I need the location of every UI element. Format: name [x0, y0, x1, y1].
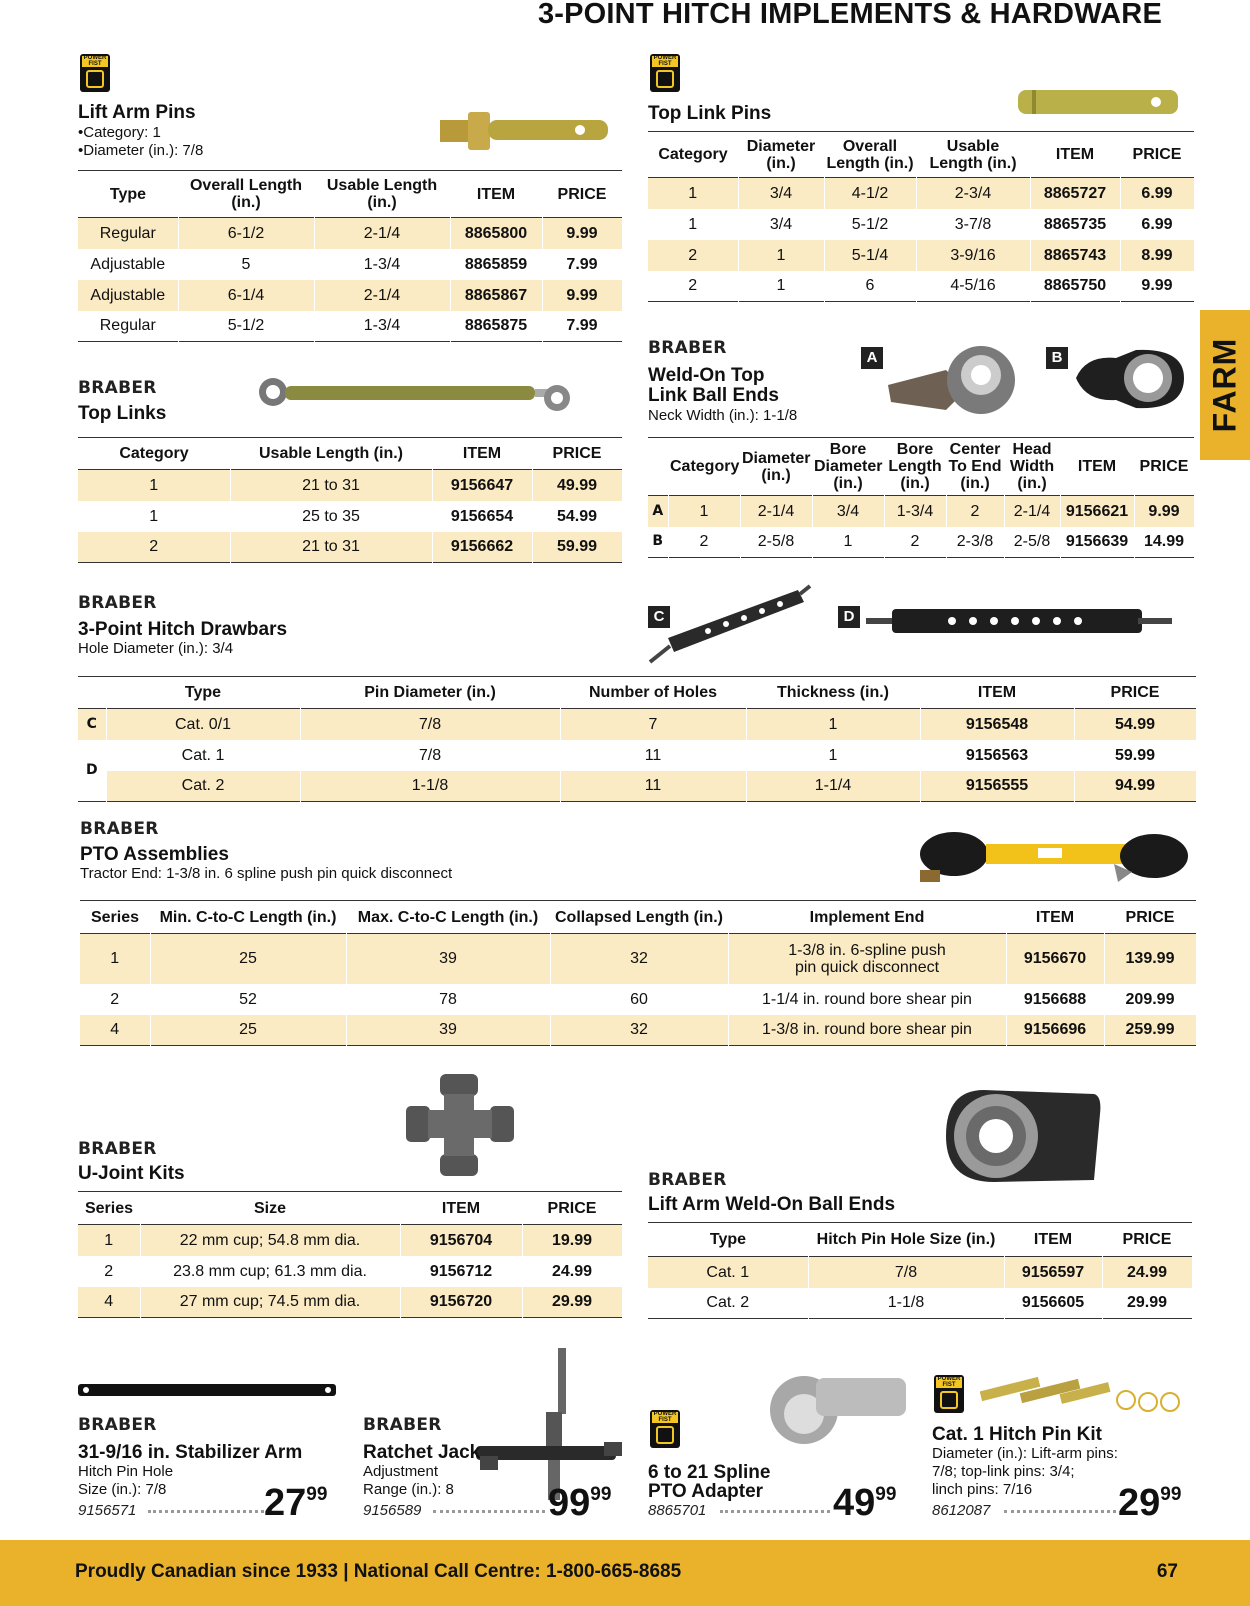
item-number: 9156555	[920, 771, 1074, 802]
pto-adapter-title-2: PTO Adapter	[648, 1481, 764, 1502]
price-cents: 99	[875, 1484, 897, 1505]
table-cell: 2	[946, 496, 1004, 527]
table-row	[78, 280, 622, 311]
table-cell: 2-1/4	[314, 218, 450, 249]
weld-on-ball-ends-table	[648, 437, 1195, 558]
dot-leader	[720, 1510, 830, 1513]
item-number: 9156712	[400, 1256, 522, 1287]
lift-arm-pins-table	[78, 170, 623, 342]
label-tag-d: D	[838, 606, 860, 628]
lift-arm-pin-image	[440, 108, 612, 158]
table-cell: Regular	[78, 218, 178, 249]
table-row	[78, 1256, 622, 1287]
table-cell: 2	[78, 1256, 140, 1287]
ratchet-jack-detail-1: Adjustment	[363, 1463, 439, 1480]
drawbar-d-image	[866, 606, 1174, 638]
item-number: 9156670	[1006, 934, 1104, 984]
price: 59.99	[532, 532, 622, 563]
table-cell: 2-5/8	[740, 527, 812, 558]
table-cell: 1	[738, 271, 824, 302]
col-header: PRICE	[1132, 146, 1182, 163]
table-cell: 1-1/8	[808, 1288, 1004, 1319]
table-cell: 39	[346, 1015, 550, 1046]
weld-on-ball-ends-subtitle: Neck Width (in.): 1-1/8	[648, 407, 798, 424]
price-cents: 99	[590, 1484, 612, 1505]
col-header: Center To End (in.)	[948, 441, 1002, 492]
table-cell: Cat. 1	[648, 1257, 808, 1288]
farm-section-tab[interactable]	[1200, 310, 1250, 460]
col-header: Series	[90, 908, 140, 926]
col-header: Overall Length (in.)	[189, 177, 303, 211]
ball-end-a-image	[886, 340, 1031, 420]
table-row	[78, 311, 622, 342]
col-header: ITEM	[441, 1199, 481, 1217]
col-header: Type	[709, 1231, 747, 1248]
item-number: 8865743	[1030, 240, 1120, 271]
price: 7.99	[542, 311, 622, 342]
table-cell: 2	[80, 984, 150, 1015]
item-number: 8865800	[450, 218, 542, 249]
braber-logo: BRABER	[78, 1139, 157, 1159]
table-cell: 2	[648, 271, 738, 302]
item-number: 9156548	[920, 709, 1074, 740]
table-row	[78, 501, 622, 532]
table-row	[78, 470, 622, 501]
drawbars-title: 3-Point Hitch Drawbars	[78, 619, 288, 640]
table-cell: 2-1/4	[314, 280, 450, 311]
hitch-pin-kit-price	[1118, 1484, 1181, 1529]
table-row	[648, 1288, 1192, 1319]
price: 59.99	[1074, 740, 1196, 771]
table-cell: 2-5/8	[1004, 527, 1060, 558]
table-row	[80, 984, 1196, 1015]
table-cell: 5-1/2	[178, 311, 314, 342]
ratchet-jack-price	[548, 1484, 611, 1529]
item-number: 8865867	[450, 280, 542, 311]
top-links-title: Top Links	[78, 403, 167, 424]
table-cell: 27 mm cup; 74.5 mm dia.	[140, 1287, 400, 1318]
col-header: PRICE	[1125, 908, 1175, 926]
col-header: ITEM	[1055, 146, 1095, 163]
lift-arm-ball-ends-title: Lift Arm Weld-On Ball Ends	[648, 1194, 896, 1215]
price: 9.99	[1120, 271, 1194, 302]
ratchet-jack-item-number: 9156589	[363, 1502, 422, 1519]
table-cell: 3/4	[812, 496, 884, 527]
price: 54.99	[1074, 709, 1196, 740]
table-cell: 1	[648, 209, 738, 240]
table-cell: 1-3/8 in. 6-spline push pin quick disconnect	[728, 934, 1006, 984]
table-cell: 1-1/8	[300, 771, 560, 802]
item-number: 9156688	[1006, 984, 1104, 1015]
table-cell: 21 to 31	[230, 532, 432, 563]
pto-shaft-image	[918, 824, 1194, 890]
table-cell: 1	[738, 240, 824, 271]
hitch-pin-kit-title: Cat. 1 Hitch Pin Kit	[932, 1424, 1102, 1445]
table-cell: 4	[80, 1015, 150, 1046]
table-cell: 7	[560, 709, 746, 740]
hitch-pin-kit-item-number: 8612087	[932, 1502, 991, 1519]
col-header: PRICE	[557, 185, 607, 203]
col-header: ITEM	[1033, 1231, 1073, 1248]
col-header: Category	[670, 458, 740, 475]
power-fist-logo-text: POWER FIST	[653, 1411, 677, 1423]
footer-contact: Proudly Canadian since 1933 | National Call Centre: 1-800-665-8685	[75, 1561, 682, 1582]
table-cell: 1-3/4	[314, 249, 450, 280]
ujoint-table	[78, 1191, 623, 1318]
table-cell: 1-1/4 in. round bore shear pin	[728, 984, 1006, 1015]
row-letter: C	[78, 709, 106, 740]
top-link-pins-title: Top Link Pins	[648, 103, 772, 124]
col-header: Head Width (in.)	[1009, 441, 1055, 492]
table-row	[78, 709, 1196, 740]
top-links-table	[78, 437, 623, 563]
label-tag-a: A	[861, 347, 883, 369]
col-header: Diameter (in.)	[746, 137, 816, 172]
item-number: 9156639	[1060, 527, 1134, 558]
price-dollars: 49	[833, 1482, 876, 1524]
table-cell: 3-9/16	[916, 240, 1030, 271]
item-number: 8865750	[1030, 271, 1120, 302]
table-cell: 52	[150, 984, 346, 1015]
braber-logo: BRABER	[648, 338, 727, 358]
table-cell: 1	[78, 1225, 140, 1256]
power-fist-logo-text: POWER FIST	[83, 55, 107, 67]
table-row	[648, 527, 1194, 558]
table-cell: 5-1/4	[824, 240, 916, 271]
table-cell: 1-3/4	[314, 311, 450, 342]
table-cell: 2	[78, 532, 230, 563]
power-fist-logo-text: POWER FIST	[653, 55, 677, 67]
table-cell: 4-1/2	[824, 178, 916, 209]
table-cell: 1	[78, 470, 230, 501]
hitch-pin-kit-image	[980, 1360, 1190, 1420]
table-cell: 6-1/4	[178, 280, 314, 311]
dot-leader	[1004, 1510, 1116, 1513]
table-cell: 2-1/4	[1004, 496, 1060, 527]
hitch-pin-kit-detail-3: linch pins: 7/16	[932, 1481, 1033, 1498]
braber-logo: BRABER	[78, 593, 157, 613]
power-fist-logo	[650, 54, 680, 92]
lift-arm-pins-title: Lift Arm Pins	[78, 102, 196, 123]
col-header: Usable Length (in.)	[259, 445, 403, 462]
table-row	[648, 240, 1194, 271]
table-cell: 1	[648, 178, 738, 209]
item-number: 9156704	[400, 1225, 522, 1256]
table-cell: 1	[78, 501, 230, 532]
hitch-pin-kit-detail-2: 7/8; top-link pins: 3/4;	[932, 1463, 1075, 1480]
table-cell: 6-1/2	[178, 218, 314, 249]
col-header: ITEM	[977, 684, 1017, 701]
price: 24.99	[1102, 1257, 1192, 1288]
table-cell: 2	[668, 527, 740, 558]
braber-logo: BRABER	[648, 1170, 727, 1190]
price: 6.99	[1120, 178, 1194, 209]
col-header: PRICE	[1122, 1231, 1172, 1248]
price: 9.99	[542, 218, 622, 249]
col-header: Pin Diameter (in.)	[364, 684, 496, 701]
drawbar-c-image	[648, 578, 812, 670]
table-cell: 78	[346, 984, 550, 1015]
table-cell: 1-3/4	[884, 496, 946, 527]
table-cell: 11	[560, 771, 746, 802]
col-header: Diameter (in.)	[742, 449, 811, 484]
weld-on-ball-ends-title-1: Weld-On Top	[648, 365, 765, 386]
top-link-pin-image	[1018, 86, 1182, 118]
item-number: 9156597	[1004, 1257, 1102, 1288]
pto-adapter-image	[766, 1366, 912, 1448]
col-header: PRICE	[1110, 684, 1160, 701]
table-row	[648, 1257, 1192, 1288]
top-link-image	[255, 374, 575, 420]
col-header: Usable Length (in.)	[929, 137, 1017, 172]
table-cell: 60	[550, 984, 728, 1015]
table-cell: Regular	[78, 311, 178, 342]
table-cell: 4-5/16	[916, 271, 1030, 302]
col-header: PRICE	[547, 1199, 597, 1217]
stabilizer-arm-title: 31-9/16 in. Stabilizer Arm	[78, 1442, 303, 1463]
row-letter: B	[648, 527, 668, 558]
table-cell: 1	[812, 527, 884, 558]
ratchet-jack-title: Ratchet Jack	[363, 1442, 481, 1463]
table-cell: Cat. 0/1	[106, 709, 300, 740]
power-fist-logo	[80, 54, 110, 92]
price: 9.99	[1134, 496, 1194, 527]
table-cell: 6	[824, 271, 916, 302]
item-number: 8865875	[450, 311, 542, 342]
price: 94.99	[1074, 771, 1196, 802]
table-cell: 7/8	[808, 1257, 1004, 1288]
stabilizer-arm-detail-1: Hitch Pin Hole	[78, 1463, 174, 1480]
farm-tab-label: FARM	[1206, 337, 1243, 433]
col-header: Type	[109, 185, 147, 203]
col-header: ITEM	[476, 185, 516, 203]
table-cell: 2-1/4	[740, 496, 812, 527]
table-row	[78, 249, 622, 280]
page-title: 3-POINT HITCH IMPLEMENTS & HARDWARE	[537, 0, 1162, 30]
table-cell: 25	[150, 1015, 346, 1046]
table-cell: 32	[550, 934, 728, 984]
table-cell: 2-3/8	[946, 527, 1004, 558]
pto-adapter-title-1: 6 to 21 Spline	[648, 1462, 771, 1483]
item-number: 9156696	[1006, 1015, 1104, 1046]
table-row	[80, 934, 1196, 984]
price: 24.99	[522, 1256, 622, 1287]
item-number: 8865859	[450, 249, 542, 280]
dot-leader	[433, 1510, 545, 1513]
ujoint-title: U-Joint Kits	[78, 1163, 185, 1184]
table-cell: 1	[668, 496, 740, 527]
item-number: 9156621	[1060, 496, 1134, 527]
table-row	[78, 532, 622, 563]
table-cell: 7/8	[300, 740, 560, 771]
lift-arm-ball-end-image	[944, 1084, 1104, 1186]
lift-arm-ball-ends-table	[648, 1222, 1193, 1319]
power-fist-logo	[934, 1375, 964, 1413]
table-cell: Cat. 1	[106, 740, 300, 771]
price: 29.99	[522, 1287, 622, 1318]
price-dollars: 27	[264, 1482, 307, 1524]
table-cell: 2-3/4	[916, 178, 1030, 209]
col-header: Size	[253, 1199, 286, 1217]
table-cell: 1-3/8 in. round bore shear pin	[728, 1015, 1006, 1046]
table-cell: 2	[648, 240, 738, 271]
dot-leader	[148, 1510, 264, 1513]
power-fist-logo	[650, 1410, 680, 1448]
col-header: Category	[119, 445, 189, 462]
table-cell: 5-1/2	[824, 209, 916, 240]
table-cell: Cat. 2	[106, 771, 300, 802]
price-dollars: 99	[548, 1482, 591, 1524]
price: 209.99	[1104, 984, 1196, 1015]
price: 259.99	[1104, 1015, 1196, 1046]
table-row	[80, 1015, 1196, 1046]
table-cell: 1	[746, 740, 920, 771]
col-header: Max. C-to-C Length (in.)	[357, 908, 539, 926]
col-header: Number of Holes	[588, 684, 717, 701]
table-row	[78, 740, 1196, 771]
table-cell: 4	[78, 1287, 140, 1318]
table-row	[78, 771, 1196, 802]
price: 54.99	[532, 501, 622, 532]
price: 139.99	[1104, 934, 1196, 984]
item-number: 9156563	[920, 740, 1074, 771]
pto-subtitle: Tractor End: 1-3/8 in. 6 spline push pin quick disconnect	[80, 865, 453, 882]
row-letter: A	[648, 496, 668, 527]
stabilizer-arm-detail-2: Size (in.): 7/8	[78, 1481, 167, 1498]
table-cell: 23.8 mm cup; 61.3 mm dia.	[140, 1256, 400, 1287]
col-header: Type	[184, 684, 222, 701]
col-header: Category	[658, 146, 728, 163]
table-cell: 39	[346, 934, 550, 984]
label-tag-b: B	[1046, 347, 1068, 369]
price-cents: 99	[1160, 1484, 1182, 1505]
page-number: 67	[1156, 1561, 1178, 1582]
col-header: ITEM	[1077, 458, 1117, 475]
pto-adapter-price	[833, 1484, 896, 1529]
price: 7.99	[542, 249, 622, 280]
table-row	[78, 1287, 622, 1318]
stabilizer-arm-image	[78, 1382, 338, 1398]
hitch-pin-kit-detail-1: Diameter (in.): Lift-arm pins:	[932, 1445, 1118, 1462]
item-number: 9156654	[432, 501, 532, 532]
item-number: 8865727	[1030, 178, 1120, 209]
price: 6.99	[1120, 209, 1194, 240]
item-number: 8865735	[1030, 209, 1120, 240]
col-header: Hitch Pin Hole Size (in.)	[816, 1231, 996, 1248]
table-row	[648, 178, 1194, 209]
table-cell: 11	[560, 740, 746, 771]
table-cell: 3/4	[738, 178, 824, 209]
drawbars-table	[78, 676, 1197, 802]
weld-on-ball-ends-title-2: Link Ball Ends	[648, 385, 779, 406]
col-header: Bore Diameter (in.)	[814, 441, 883, 492]
col-header: Thickness (in.)	[776, 684, 890, 701]
stabilizer-arm-price	[264, 1484, 327, 1529]
pto-table	[80, 900, 1197, 1046]
pto-adapter-item-number: 8865701	[648, 1502, 707, 1519]
ball-end-b-image	[1076, 340, 1188, 416]
price: 49.99	[532, 470, 622, 501]
table-cell: 22 mm cup; 54.8 mm dia.	[140, 1225, 400, 1256]
u-joint-image	[404, 1070, 516, 1180]
table-cell: Adjustable	[78, 280, 178, 311]
price: 8.99	[1120, 240, 1194, 271]
item-number: 9156662	[432, 532, 532, 563]
top-link-pins-table	[648, 131, 1195, 302]
drawbars-subtitle: Hole Diameter (in.): 3/4	[78, 640, 234, 657]
table-cell: 7/8	[300, 709, 560, 740]
col-header: ITEM	[1035, 908, 1075, 926]
table-cell: 21 to 31	[230, 470, 432, 501]
table-cell: 5	[178, 249, 314, 280]
stabilizer-arm-item-number: 9156571	[78, 1502, 137, 1519]
col-header: Min. C-to-C Length (in.)	[159, 908, 337, 926]
table-cell: 25 to 35	[230, 501, 432, 532]
label-tag-c: C	[648, 606, 670, 628]
pto-title: PTO Assemblies	[80, 844, 229, 865]
table-row	[648, 209, 1194, 240]
table-row	[648, 271, 1194, 302]
col-header: Collapsed Length (in.)	[555, 908, 723, 926]
price: 29.99	[1102, 1288, 1192, 1319]
col-header: Usable Length (in.)	[326, 177, 438, 211]
footer-bar	[0, 1540, 1250, 1606]
table-cell: Adjustable	[78, 249, 178, 280]
table-cell: 2	[884, 527, 946, 558]
table-cell: 3-7/8	[916, 209, 1030, 240]
table-cell: 1	[80, 934, 150, 984]
col-header: ITEM	[462, 445, 502, 462]
braber-logo: BRABER	[363, 1415, 442, 1435]
col-header: Series	[84, 1199, 134, 1217]
table-cell: Cat. 2	[648, 1288, 808, 1319]
item-number: 9156647	[432, 470, 532, 501]
row-letter: D	[78, 740, 106, 802]
lift-arm-pins-category: •Category: 1	[78, 124, 161, 141]
col-header: Overall Length (in.)	[826, 137, 914, 172]
price: 19.99	[522, 1225, 622, 1256]
ratchet-jack-detail-2: Range (in.): 8	[363, 1481, 454, 1498]
price-cents: 99	[306, 1484, 328, 1505]
power-fist-logo-text: POWER FIST	[937, 1376, 961, 1388]
table-row	[78, 218, 622, 249]
table-cell: 32	[550, 1015, 728, 1046]
item-number: 9156720	[400, 1287, 522, 1318]
table-cell: 1-1/4	[746, 771, 920, 802]
price: 9.99	[542, 280, 622, 311]
col-header: Bore Length (in.)	[888, 441, 942, 492]
item-number: 9156605	[1004, 1288, 1102, 1319]
braber-logo: BRABER	[78, 378, 157, 398]
col-header: PRICE	[552, 445, 602, 462]
price-dollars: 29	[1118, 1482, 1161, 1524]
col-header: Implement End	[809, 908, 925, 926]
price: 14.99	[1134, 527, 1194, 558]
table-cell: 25	[150, 934, 346, 984]
table-row	[78, 1225, 622, 1256]
table-cell: 3/4	[738, 209, 824, 240]
table-row	[648, 496, 1194, 527]
table-cell: 1	[746, 709, 920, 740]
braber-logo: BRABER	[78, 1415, 157, 1435]
braber-logo: BRABER	[80, 819, 159, 839]
lift-arm-pins-diameter: •Diameter (in.): 7/8	[78, 142, 204, 159]
col-header: PRICE	[1139, 458, 1189, 475]
